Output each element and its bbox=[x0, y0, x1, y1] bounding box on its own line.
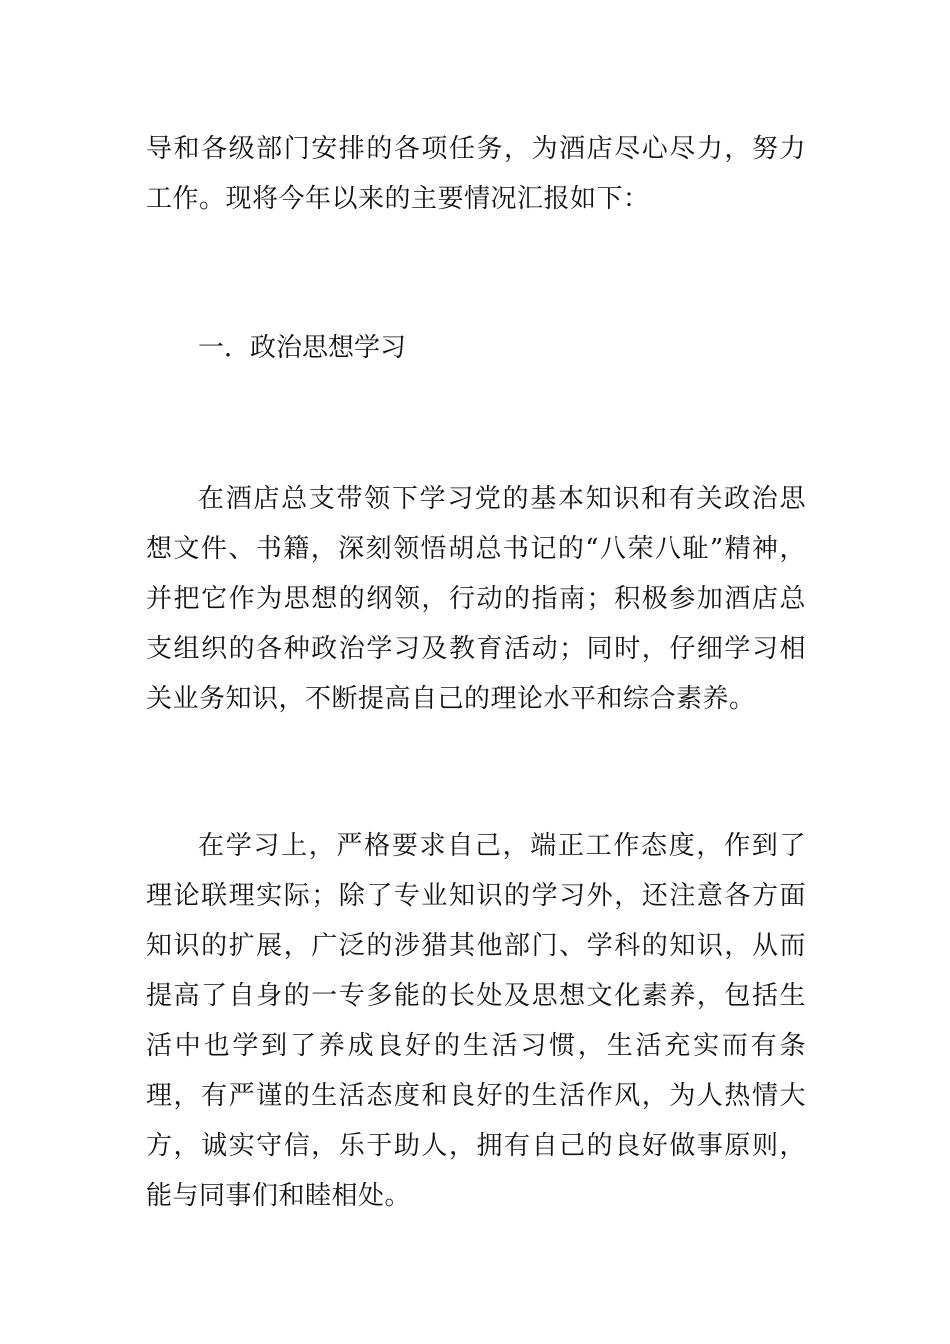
intro-paragraph: 导和各级部门安排的各项任务，为酒店尽心尽力，努力工作。现将今年以来的主要情况汇报如下： bbox=[146, 134, 806, 214]
section-heading: 一．政治思想学习 bbox=[198, 333, 407, 363]
political-study-paragraph: 在酒店总支带领下学习党的基本知识和有关政治思想文件、书籍，深刻领悟胡总书记的“八荣八耻”精神，并把它作为思想的纲领，行动的指南；积极参加酒店总支组织的各种政治学习及教育活动；同时，仔细学习相关业务知识，不断提高自己的理论水平和综合素养。 bbox=[146, 484, 806, 714]
study-attitude-paragraph: 在学习上，严格要求自己，端正工作态度，作到了理论联理实际；除了专业知识的学习外，还注意各方面知识的扩展，广泛的涉猎其他部门、学科的知识，从而提高了自身的一专多能的长处及思想文化素养，包括生活中也学到了养成良好的生活习惯，生活充实而有条理，有严谨的生活态度和良好的生活作风，为人热情大方，诚实守信，乐于助人，拥有自己的良好做事原则，能与同事们和睦相处。 bbox=[146, 831, 806, 1211]
document-page bbox=[146, 124, 806, 1211]
